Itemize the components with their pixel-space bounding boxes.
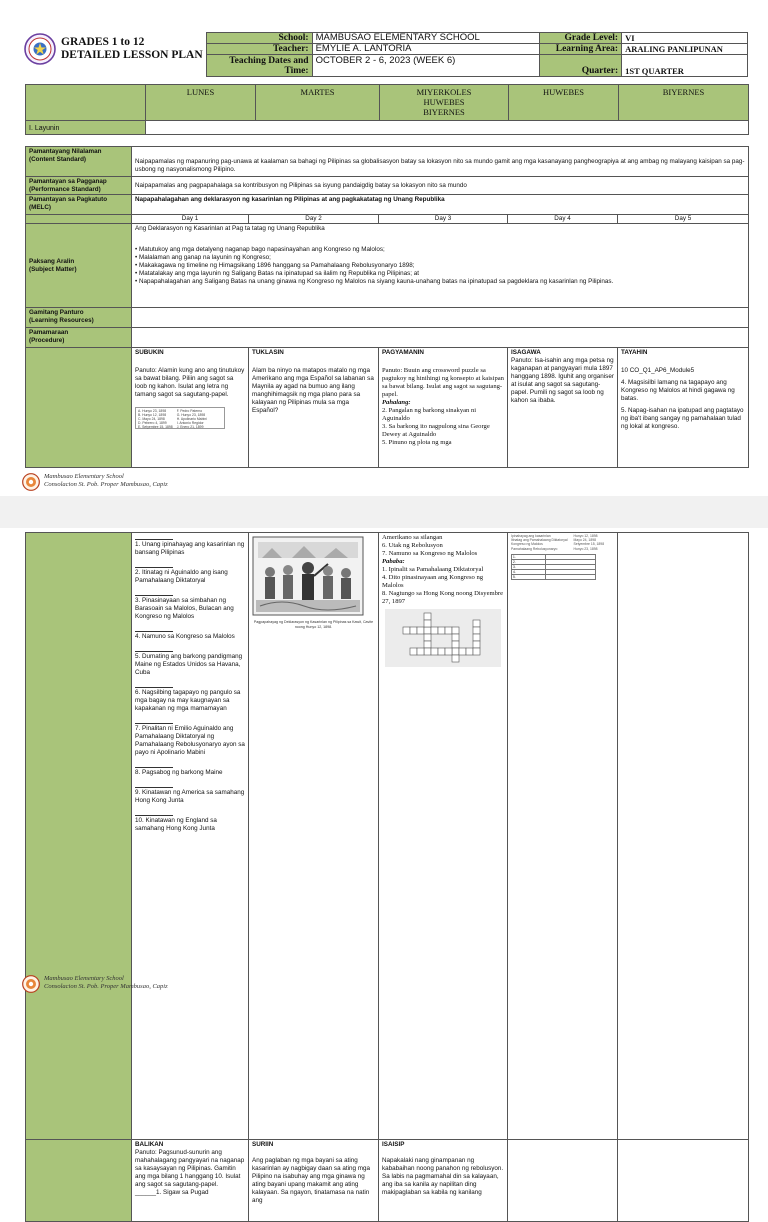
subukin-text: Panuto: Alamin kung ano ang tinutukoy sa bawat bilang. Piliin ang sagot sa loob ng kahon. Isulat ang letra ng tamang sagot sa sagutang-papel. — [135, 367, 245, 398]
subukin-heading: SUBUKIN — [135, 349, 164, 356]
isaisip-text: Napakalaki nang ginampanan ng kababaihan noong panahon ng rebolusyon. Sa labis na pagmamahal din sa kalayaan, ang iba sa kanila ay napilitan ding makipaglaban sa kabila ng kanilang — [382, 1157, 504, 1196]
day-martes: MARTES — [256, 85, 380, 121]
performance-standard-value: Naipapamalas ang pagpapahalaga sa kontribusyon ng Pilipinas sa isyung pandaigdig batay sa lokasyon nito sa mundo — [132, 177, 749, 195]
school-info-table — [206, 32, 748, 77]
days-corner — [26, 85, 146, 121]
day-biyernes: BIYERNES — [619, 85, 749, 121]
continuation-side-cell-2 — [26, 1140, 132, 1222]
school-logo-icon — [22, 975, 40, 993]
organiser-choice: Kongreso ng Malolos — [511, 542, 543, 547]
learning-resources-label-1: Gamitang Panturo — [29, 309, 84, 316]
clue-item: 6. Utak ng Rebolusyon — [382, 542, 443, 549]
content-standard-label-2: (Content Standard) — [29, 155, 87, 163]
crossword-grid — [385, 609, 501, 667]
suriin-cell — [249, 1140, 379, 1222]
footer-text — [44, 975, 168, 991]
empty-cell — [618, 1140, 749, 1222]
area-label: Learning Area: — [540, 44, 622, 55]
continuation-side-cell — [26, 533, 132, 1140]
choice-item: J. Enero 21, 1899 — [176, 425, 204, 429]
isagawa-text: Panuto: Isa-isahin ang mga petsa ng kaganapan at pangyayari mula 1897 hanggang 1898. Iguhit ang organiser at isulat ang sagot sa sagutang-papel. Pumili ng sagot sa loob ng kahon sa ibaba. — [511, 357, 614, 404]
school-value: MAMBUSAO ELEMENTARY SCHOOL — [312, 33, 540, 44]
subject-matter-label — [26, 224, 132, 308]
days-header-table — [25, 84, 749, 135]
clue-item: 7. Namuno sa Kongreso ng Malolos — [382, 550, 478, 557]
choice-item: H. Apolinario Mabini — [176, 417, 207, 421]
subukin-item-text: 3. Pinasinayaan sa simbahan ng Barasoain sa Malolos, Bulacan ang Kongreso ng Malolos — [135, 597, 234, 620]
day-4-label: Day 4 — [508, 215, 618, 224]
day-lunes: LUNES — [146, 85, 256, 121]
subukin-items-cell — [132, 533, 249, 1140]
procedure-label-2: (Procedure) — [29, 336, 65, 344]
procedure-value — [132, 328, 749, 348]
subukin-choices-right — [177, 409, 207, 429]
learning-resources-label-2: (Learning Resources) — [29, 316, 94, 324]
organiser-choice: Ipinahayag ang kasarinlan — [511, 534, 551, 538]
procedure-day-2 — [249, 348, 379, 468]
isagawa-choices-right — [574, 534, 605, 551]
day-miyerkoles-line1: MIYERKOLES — [416, 87, 472, 97]
day-3-label: Day 3 — [379, 215, 508, 224]
subukin-item — [135, 782, 245, 805]
learning-resources-value — [132, 308, 749, 328]
content-standard-label — [26, 147, 132, 177]
subject-matter-label-1: Paksang Aralin — [29, 258, 75, 265]
clue-item: 8. Nagtungo sa Hong Kong noong Disyembre 27, 1897 — [382, 590, 504, 605]
subukin-item — [135, 810, 245, 833]
organiser-answer — [546, 574, 596, 579]
isagawa-choices — [511, 534, 614, 551]
footer-school-name: Mambusao Elementary School — [44, 975, 124, 982]
isaisip-heading: ISAISIP — [382, 1141, 405, 1148]
choice-item: E. Setyembre 15, 1898 — [138, 425, 173, 429]
layunin-label: I. Layunin — [26, 121, 146, 135]
dates-label — [207, 55, 313, 77]
melc-value: Napapahalagahan ang deklarasyon ng kasarinlan ng Pilipinas at ang pagkakatatag ng Unang Republika — [132, 195, 749, 215]
organiser-choice: Pamahalaang Rebolusyonaryo — [511, 546, 558, 551]
teacher-label: Teacher: — [207, 44, 313, 55]
tuklasin-heading: TUKLASIN — [252, 349, 284, 356]
footer-school-name: Mambusao Elementary School — [44, 473, 124, 480]
choice-item: C. Mayo 24, 1898 — [138, 417, 165, 421]
objective-item: • Napapahalagahan ang Saligang Batas na unang ginawa ng Kongreso ng Malolos na siyang kauna-unahang batas na ipinatupad sa pagdeklara ng kasarinlan ng Pilipinas. — [135, 278, 614, 285]
choice-item: I. Antonio Regidor — [176, 421, 204, 425]
choice-item: B. Hunyo 12, 1898 — [138, 413, 167, 417]
isagawa-organiser-cell — [508, 533, 618, 1140]
footer-text — [44, 473, 168, 489]
content-standard-label-1: Pamantayang Nilalaman — [29, 148, 102, 155]
school-label: School: — [207, 33, 313, 44]
header-title — [61, 36, 203, 62]
balikan-heading: BALIKAN — [135, 1141, 164, 1148]
subukin-choices-left — [138, 409, 173, 429]
deped-seal-icon — [24, 33, 56, 65]
header-title-block — [24, 32, 206, 74]
day-miyerkoles-line3: BIYERNES — [423, 107, 465, 117]
page-2-footer — [22, 975, 242, 997]
objective-item: • Matutukoy ang mga detalyeng naganap bago napasinayahan ang Kongreso ng Malolos; — [135, 246, 385, 253]
day-miyerkoles-line2: HUWEBES — [423, 97, 465, 107]
tuklasin-illustration-cell — [249, 533, 379, 1140]
pagyamanin-clues-cell — [379, 533, 508, 1140]
dates-label-line2: Time: — [284, 65, 309, 76]
organiser-choice: Hunyo 23, 1898 — [573, 546, 598, 551]
day-1-label: Day 1 — [132, 215, 249, 224]
choice-item: D. Pebrero 4, 1899 — [138, 421, 167, 425]
footer-address: Consolacion St. Pob. Proper Mambusao, Capiz — [44, 481, 168, 488]
procedure-label — [26, 328, 132, 348]
clue-item: 3. Sa barkong ito nagpulong sina George Dewey at Aguinaldo — [382, 423, 490, 438]
tuklasin-text: Alam ba ninyo na matapos matalo ng mga Amerikano ang mga Español sa labanan sa Maynila ay agad na bumuo ang ilang manghihimagsik ng mga plano para sa kalayaan ng Pilipinas mula sa mga Español? — [252, 367, 374, 414]
lesson-plan-page-1 — [0, 0, 768, 496]
content-standard-value: Naipapamalas ng mapanuring pag-unawa at kaalaman sa bahagi ng Pilipinas sa globalisasyon batay sa lokasyon nito sa mundo gamit ang mga kasanayang pangheograpiya at ang ambag ng malayang kaisipan sa pag-usbong ng nasyonalismong Pilipino. — [132, 147, 749, 177]
procedure-day-3 — [379, 348, 508, 468]
subject-matter-label-2: (Subject Matter) — [29, 265, 77, 273]
page-gap — [0, 496, 768, 528]
teacher-value: EMYLIE A. LANTORIA — [312, 44, 540, 55]
clue-item: 1. Ipinalit sa Pamahalaang Diktatoryal — [382, 566, 484, 573]
objective-item: • Matatalakay ang mga layunin ng Saligang Batas na ipinatupad sa ilalim ng Republika ng Pilipinas; at — [135, 270, 419, 277]
clue-item: Amerikano sa silangan — [382, 534, 443, 541]
clue-item: 4. Dito pinasinayaan ang Kongreso ng Malolos — [382, 574, 484, 589]
organiser-choice: Setyembre 15, 1898 — [573, 542, 605, 547]
procedure-day-4 — [508, 348, 618, 468]
subukin-choices-box — [135, 407, 225, 429]
subukin-item-text: 7. Pinalitan ni Emilio Aguinaldo ang Pamahalaang Diktatoryal ng Pamahalaang Rebolusyonaryo ayon sa payo ni Apolinario Mabini — [135, 725, 245, 756]
learning-resources-label — [26, 308, 132, 328]
header-title-line2: DETAILED LESSON PLAN — [61, 49, 203, 61]
day-2-label: Day 2 — [249, 215, 379, 224]
subukin-item-text: 10. Kinatawan ng England sa samahang Hong Kong Junta — [135, 817, 217, 832]
clue-item: 5. Pinuno ng plota ng mga — [382, 439, 452, 446]
layunin-cell — [146, 121, 749, 135]
tayahin-heading: TAYAHIN — [621, 349, 648, 356]
subukin-item-text: 4. Namuno sa Kongreso sa Malolos — [135, 633, 235, 640]
day-5-label: Day 5 — [618, 215, 749, 224]
balikan-text: Panuto: Pagsunud-sunurin ang mahahalagang pangyayari na naganap sa kasaysayan ng Pilipinas. Gamitin ang mga bilang 1 hanggang 10. Isulat ang sagot sa sagutang-papel. — [135, 1149, 245, 1188]
dates-value: OCTOBER 2 - 6, 2023 (WEEK 6) — [312, 55, 540, 77]
clue-item: 2. Pangalan ng barkong sinakyan ni Aguinaldo — [382, 407, 477, 422]
school-logo-icon — [22, 473, 40, 491]
procedure-label-1: Pamamaraan — [29, 329, 69, 336]
procedure-day-1 — [132, 348, 249, 468]
subukin-item-text: 9. Kinatawan ng America sa samahang Hong Kong Junta — [135, 789, 245, 804]
pagyamanin-text: Panuto: Buuin ang crossword puzzle sa pagtukoy ng hinihingi ng konsepto at kaisipan sa bawat bilang. Isulat ang sagot sa sagutang-papel. — [382, 367, 504, 398]
subukin-item — [135, 562, 245, 585]
page-1-footer — [22, 473, 242, 495]
choice-item: G. Hunyo 23, 1898 — [176, 413, 206, 417]
organiser-row: 4. — [512, 569, 546, 574]
objective-item: • Malalaman ang ganap na layunin ng Kongreso; — [135, 254, 271, 261]
illustration-caption: Pagpapahayag ng Deklarasyon ng Kasarinlan ng Pilipinas sa Kawit, Cavite noong Hunyo 12, 1898. — [253, 620, 374, 629]
pahalang-label: Pahalang: — [382, 399, 411, 406]
melc-label-1: Pamantayan sa Pagkatuto — [29, 196, 108, 203]
balikan-cell — [132, 1140, 249, 1222]
isaisip-cell — [379, 1140, 508, 1222]
independence-illustration — [252, 536, 364, 616]
tayahin-item: 4. Magsisilbi lamang na tagapayo ang Kongreso ng Malolos at hindi gagawa ng batas. — [621, 379, 735, 402]
balikan-item: ______1. Sigaw sa Pugad — [135, 1189, 209, 1196]
subukin-item — [135, 718, 245, 757]
performance-standard-label — [26, 177, 132, 195]
procedure-day-5 — [618, 348, 749, 468]
pagyamanin-heading: PAGYAMANIN — [382, 349, 424, 356]
isagawa-heading: ISAGAWA — [511, 349, 541, 356]
quarter-label-spacer — [540, 55, 622, 66]
procedure-side-cell — [26, 348, 132, 468]
melc-label — [26, 195, 132, 215]
subukin-item-text: 6. Nagsilbing tagapayo ng pangulo sa mga bagay na may kaugnayan sa kapakanan ng mga mamamayan — [135, 689, 241, 712]
subukin-item — [135, 646, 245, 677]
organiser-row: 2. — [512, 559, 546, 564]
objective-item: • Makakagawa ng timeline ng Himagsikang 1896 hanggang sa Pamahalaang Rebolusyonaryo 1898; — [135, 262, 415, 269]
organiser-row: 1. — [512, 554, 546, 559]
organiser-row: 3. — [512, 564, 546, 569]
performance-standard-label-1: Pamantayan sa Pagganap — [29, 178, 107, 185]
quarter-value-spacer — [622, 55, 748, 66]
subject-matter-title: Ang Deklarasyon ng Kasarinlan at Pag ta tatag ng Unang Republika — [135, 225, 325, 232]
procedure-continuation-table — [25, 532, 749, 1222]
area-value: ARALING PANLIPUNAN — [622, 44, 748, 55]
organiser-choice: Mayo 24, 1898 — [573, 538, 596, 543]
organiser-choice: Hunyo 12, 1898 — [573, 534, 598, 538]
subukin-item-text: 2. Itinatag ni Aguinaldo ang isang Pamahalaang Diktatoryal — [135, 569, 228, 584]
grade-value: VI — [622, 33, 748, 44]
subukin-item-text: 8. Pagsabog ng barkong Maine — [135, 769, 223, 776]
isagawa-choices-left — [511, 534, 568, 551]
quarter-value: 1ST QUARTER — [622, 66, 748, 77]
choice-item: F. Pedro Paterno — [176, 409, 203, 413]
subukin-item — [135, 626, 245, 641]
subukin-item — [135, 534, 245, 557]
suriin-heading: SURIIN — [252, 1141, 274, 1148]
module-code: 10 CO_Q1_AP6_Module5 — [621, 367, 695, 374]
organiser-row: 5. — [512, 574, 546, 579]
melc-label-2: (MELC) — [29, 203, 52, 211]
timeline-organiser-table — [511, 554, 596, 580]
header-title-line1: GRADES 1 to 12 — [61, 36, 145, 48]
organiser-choice: Itinatag ang Pamahalaang Diktatoryal — [511, 538, 568, 543]
performance-standard-label-2: (Performance Standard) — [29, 185, 101, 193]
tayahin-item: 5. Napag-isahan na ipatupad ang pagtatayo ng iba't ibang sangay ng pamahalaan tulad ng lokal at kongreso. — [621, 407, 744, 430]
subukin-item-text: 1. Unang ipinahayag ang kasarinlan ng bansang Pilipinas — [135, 541, 245, 556]
suriin-text: Ang paglaban ng mga bayani sa ating kasarinlan ay nagbigay daan sa ating mga Pilipino na isabuhay ang mga ginawa ng ating bayani upang makamit ang ating kalayaan. Sa ngayon, tinatamasa na natin ang — [252, 1157, 370, 1204]
subukin-item-text: 5. Dumating ang barkong pandigmang Maine ng Estados Unidos sa Havana, Cuba — [135, 653, 243, 676]
day-miyerkoles — [380, 85, 509, 121]
choice-item: A. Hunyo 23, 1898 — [138, 409, 167, 413]
lesson-content-table — [25, 146, 749, 468]
subukin-item — [135, 590, 245, 621]
dates-label-line1: Teaching Dates and — [229, 55, 309, 66]
day-huwebes: HUWEBES — [509, 85, 619, 121]
empty-cell — [508, 1140, 618, 1222]
grade-label: Grade Level: — [540, 33, 622, 44]
pababa-label: Pababa: — [382, 558, 405, 565]
day-row-label — [26, 215, 132, 224]
lesson-plan-page-2 — [0, 528, 768, 1204]
footer-address: Consolacion St. Pob. Proper Mambusao, Capiz — [44, 983, 168, 990]
empty-cell — [618, 533, 749, 1140]
subukin-item — [135, 762, 245, 777]
subukin-item — [135, 682, 245, 713]
quarter-label: Quarter: — [540, 66, 622, 77]
subject-matter-value — [132, 224, 749, 308]
